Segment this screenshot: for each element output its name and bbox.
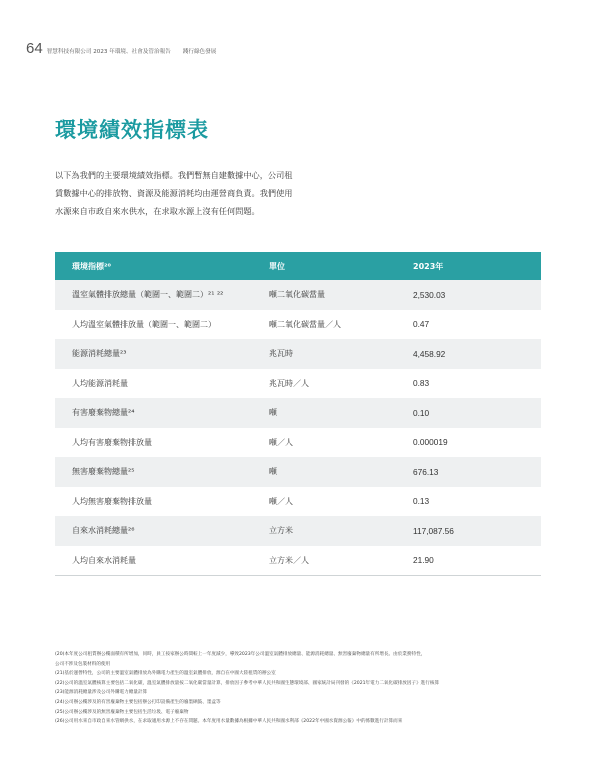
value-cell: 2,530.03	[413, 289, 446, 300]
unit-cell: 噸二氧化碳當量	[269, 290, 325, 300]
indicator-cell: 自來水消耗總量²⁶	[72, 526, 135, 536]
value-cell: 0.47	[413, 319, 430, 330]
indicator-cell: 溫室氣體排放總量（範圍一、範圍二）²¹ ²²	[72, 290, 224, 300]
value-cell: 4,458.92	[413, 348, 446, 359]
unit-cell: 噸／人	[269, 496, 293, 506]
table-row	[55, 398, 541, 428]
value-cell: 0.000019	[413, 437, 448, 448]
indicator-cell: 人均無害廢棄物排放量	[72, 496, 152, 506]
table-header-row	[55, 252, 541, 280]
table-bottom-rule	[55, 575, 541, 576]
table-row	[55, 369, 541, 399]
value-cell: 21.90	[413, 555, 434, 566]
indicator-cell: 有害廢棄物總量²⁴	[72, 408, 135, 418]
table-row	[55, 310, 541, 340]
table-row	[55, 428, 541, 458]
section-title: 踐行綠色發展	[182, 49, 217, 55]
footnote: (24)公司辦公樓涉及的有害廢棄物主要包括辦公打印設備產生的廢墨硒鼓、墨盒等	[55, 699, 221, 705]
table-row	[55, 516, 541, 546]
environmental-indicators-table	[55, 252, 541, 576]
page-number: 64	[26, 40, 43, 57]
table-row	[55, 457, 541, 487]
value-cell: 676.13	[413, 466, 439, 477]
table-row	[55, 339, 541, 369]
indicator-cell: 人均溫室氣體排放量（範圍一、範圍二）	[72, 319, 216, 329]
value-cell: 117,087.56	[413, 525, 454, 536]
footnote: (22)公司的溫室氣體核算主要包括二氧化碳，溫室氣體排放量按二氧化碳當量計算，排放因子參考中華人民共和國生態環境部、國家統計局刊發的《2021年電力二氧化碳排放因子》進行核算	[55, 680, 440, 686]
value-cell: 0.13	[413, 496, 430, 507]
intro-paragraph: 以下為我們的主要環境績效指標。我們暫無自建數據中心，公司租賃數據中心的排放物、資源及能源消耗均由運營商負責。我們使用水源來自市政自來水供水，在求取水源上沒有任何問題。	[55, 170, 293, 216]
table-row	[55, 280, 541, 310]
unit-cell: 兆瓦時／人	[269, 378, 309, 388]
header-year: 2023年	[413, 261, 444, 271]
table-row	[55, 487, 541, 517]
table-row	[55, 546, 541, 576]
unit-cell: 噸	[269, 408, 277, 418]
value-cell: 0.10	[413, 407, 430, 418]
unit-cell: 兆瓦時	[269, 349, 293, 359]
indicator-cell: 無害廢棄物總量²⁵	[72, 467, 135, 477]
unit-cell: 立方米	[269, 526, 293, 536]
value-cell: 0.83	[413, 378, 430, 389]
footnotes	[55, 650, 543, 727]
footnote: (25)公司辦公樓涉及的無害廢棄物主要包括生活垃圾、電子廢棄物	[55, 709, 189, 715]
indicator-cell: 人均能源消耗量	[72, 378, 128, 388]
unit-cell: 噸二氧化碳當量／人	[269, 319, 341, 329]
footnote: (23)能源消耗總量涉及公司外購電力總量計算	[55, 690, 148, 696]
footnote: (26)公司用水來自市政自來水管網供水，在求取適用水源上不存在問題。本年度用水量數據為根據中華人民共和國水利部《2022年中國水資源公報》中的係數進行計算而來	[55, 719, 403, 725]
header-indicator: 環境指標²⁰	[72, 261, 112, 271]
unit-cell: 立方米／人	[269, 555, 309, 565]
indicator-cell: 人均有害廢棄物排放量	[72, 437, 152, 447]
indicator-cell: 人均自來水消耗量	[72, 555, 136, 565]
page-header	[26, 40, 216, 57]
indicator-cell: 能源消耗總量²³	[72, 349, 127, 359]
page-title: 環境績效指標表	[55, 118, 209, 142]
unit-cell: 噸	[269, 467, 277, 477]
report-title: 智慧科技有限公司 2023 年環境、社會及管治報告	[46, 49, 171, 55]
footnote: (20)本年度公司租賃辦公樓面積有所增加，同時，員工按家辦公時間較上一年度減少，導致2023年公司溫室氣體排放總量、能源消耗總量、無害廢棄物總量有所增長。由於業務特性，	[55, 652, 426, 657]
header-unit: 單位	[269, 261, 285, 271]
unit-cell: 噸／人	[269, 437, 293, 447]
footnote: 公司不涉及包裝材料的使用	[55, 661, 111, 667]
footnote: (21)基於運營特性，公司的主要溫室氣體排放為外購電力產生的溫室氣體排放，源自在中國大陸租賃的辦公室	[55, 671, 276, 677]
